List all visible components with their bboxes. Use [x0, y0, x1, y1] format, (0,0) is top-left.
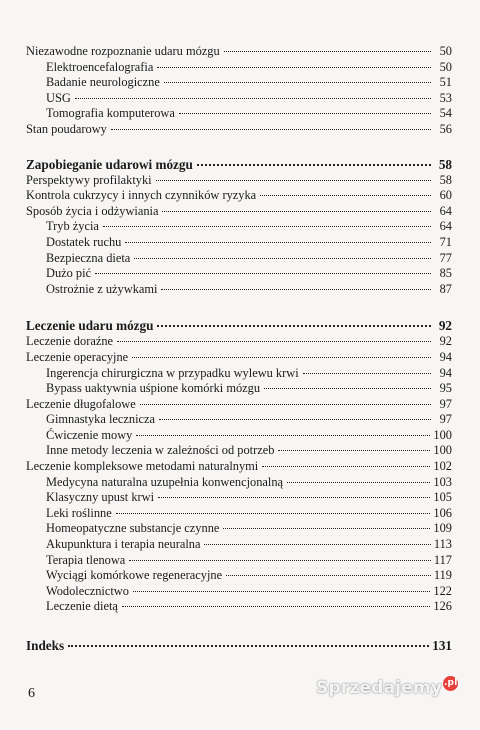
toc-entry-title: Kontrola cukrzycy i innych czynników ryzyka — [26, 188, 257, 203]
toc-entry — [26, 397, 452, 413]
toc-entry — [26, 350, 452, 366]
toc-entry-title: Ostrożnie z używkami — [46, 281, 158, 296]
toc-entry-page: 85 — [439, 266, 452, 281]
dot-leader — [197, 164, 431, 166]
toc-entry-page: 117 — [433, 552, 452, 567]
toc-entry-title: Wyciągi komórkowe regeneracyjne — [46, 568, 223, 583]
toc-entry-page: 50 — [439, 44, 452, 58]
toc-entry-title: Tomografia komputerowa — [46, 106, 175, 121]
dot-leader — [303, 373, 431, 374]
dot-leader — [179, 113, 431, 114]
dot-leader — [157, 325, 431, 327]
watermark-logo: Sprzedajemy .pl — [316, 678, 458, 698]
toc-entry — [26, 599, 452, 615]
toc-entry-page: 97 — [439, 396, 452, 411]
toc-entry-page: 122 — [433, 583, 452, 598]
toc-entry — [26, 106, 452, 122]
toc-entry-title: Homeopatyczne substancje czynne — [46, 521, 220, 536]
toc-entry-page: 71 — [439, 234, 452, 249]
toc-entry — [26, 60, 452, 76]
toc-entry-page: 126 — [433, 599, 452, 614]
dot-leader — [140, 404, 431, 405]
toc-entry — [26, 282, 452, 298]
section-gap — [26, 297, 452, 317]
toc-entry-page: 58 — [438, 156, 452, 172]
toc-entry-title: Dostatek ruchu — [46, 234, 122, 249]
toc-entry-title: Bypass uaktywnia uśpione komórki mózgu — [46, 381, 261, 396]
page-number: 6 — [28, 686, 35, 701]
toc-entry-title: Ćwiczenie mowy — [46, 427, 133, 442]
toc-entry-title: Indeks — [26, 638, 65, 653]
dot-leader — [262, 466, 430, 467]
watermark-badge: .pl — [443, 676, 458, 691]
dot-leader — [117, 341, 431, 342]
toc-entry-title: Leczenie dietą — [46, 599, 118, 614]
toc-entry-page: 56 — [439, 121, 452, 136]
dot-leader — [204, 544, 430, 545]
toc-entry — [26, 490, 452, 506]
toc-entry-title: Badanie neurologiczne — [46, 75, 160, 90]
toc-entry-page: 92 — [438, 318, 452, 334]
toc-entry-title: Leczenie operacyjne — [26, 349, 129, 364]
toc-chapter-entry — [26, 317, 452, 334]
toc-entry-page: 92 — [439, 334, 452, 349]
toc-entry — [26, 537, 452, 553]
toc-entry-page: 95 — [439, 381, 452, 396]
toc-entry-title: Leczenie długofalowe — [26, 396, 136, 411]
dot-leader — [122, 606, 431, 607]
toc-entry-title: Leczenie doraźne — [26, 334, 114, 349]
toc-entry-title: Ingerencja chirurgiczna w przypadku wylewu krwi — [46, 365, 299, 380]
toc-entry — [26, 475, 452, 491]
toc-entry-page: 131 — [432, 638, 452, 653]
toc-entry — [26, 428, 452, 444]
section-gap — [26, 615, 452, 637]
toc-entry-title: Inne metody leczenia w zależności od potrzeb — [46, 443, 275, 458]
toc-entry — [26, 366, 452, 382]
toc-entry-page: 54 — [439, 106, 452, 121]
table-of-contents — [26, 44, 452, 654]
toc-entry-page: 106 — [433, 505, 452, 520]
dot-leader — [111, 129, 431, 130]
toc-entry — [26, 266, 452, 282]
toc-entry — [26, 173, 452, 189]
toc-entry-title: Klasyczny upust krwi — [46, 490, 155, 505]
dot-leader — [223, 528, 430, 529]
toc-entry-title: Bezpieczna dieta — [46, 250, 131, 265]
toc-entry-page: 60 — [439, 188, 452, 203]
toc-entry-title: Leki roślinne — [46, 505, 112, 520]
toc-entry-page: 50 — [439, 59, 452, 74]
dot-leader — [224, 51, 431, 52]
toc-entry — [26, 506, 452, 522]
toc-entry — [26, 459, 452, 475]
toc-entry — [26, 251, 452, 267]
dot-leader — [129, 560, 431, 561]
toc-entry — [26, 443, 452, 459]
toc-entry-page: 103 — [433, 474, 452, 489]
toc-entry-page: 94 — [439, 349, 452, 364]
toc-entry — [26, 568, 452, 584]
toc-entry-title: Akupunktura i terapia neuralna — [46, 537, 201, 552]
toc-entry-title: Gimnastyka lecznicza — [46, 412, 156, 427]
toc-entry — [26, 122, 452, 138]
dot-leader — [278, 450, 430, 451]
dot-leader — [75, 98, 431, 99]
dot-leader — [161, 289, 431, 290]
dot-leader — [159, 419, 431, 420]
toc-entry — [26, 412, 452, 428]
toc-chapter-entry — [26, 637, 452, 654]
toc-entry-page: 64 — [439, 203, 452, 218]
dot-leader — [133, 591, 430, 592]
toc-entry-page: 77 — [439, 250, 452, 265]
toc-chapter-entry — [26, 156, 452, 173]
toc-entry — [26, 381, 452, 397]
dot-leader — [68, 645, 429, 647]
toc-entry-title: Leczenie udaru mózgu — [26, 318, 154, 334]
toc-entry-page: 109 — [433, 521, 452, 536]
section-gap — [26, 138, 452, 156]
dot-leader — [125, 242, 431, 243]
toc-entry — [26, 521, 452, 537]
toc-entry-page: 53 — [439, 90, 452, 105]
toc-entry-page: 58 — [439, 172, 452, 187]
toc-entry-title: Perspektywy profilaktyki — [26, 172, 152, 187]
toc-entry-title: Wodolecznictwo — [46, 583, 129, 598]
toc-entry — [26, 219, 452, 235]
toc-entry-page: 119 — [433, 568, 452, 583]
toc-entry-title: Tryb życia — [46, 219, 99, 234]
dot-leader — [158, 497, 430, 498]
dot-leader — [132, 357, 431, 358]
dot-leader — [164, 82, 431, 83]
dot-leader — [95, 273, 431, 274]
dot-leader — [103, 226, 431, 227]
toc-entry-title: Niezawodne rozpoznanie udaru mózgu — [26, 44, 220, 58]
dot-leader — [134, 258, 431, 259]
toc-entry — [26, 91, 452, 107]
toc-entry-page: 64 — [439, 219, 452, 234]
toc-entry-page: 94 — [439, 365, 452, 380]
toc-entry — [26, 553, 452, 569]
dot-leader — [226, 575, 431, 576]
toc-entry — [26, 584, 452, 600]
toc-entry-page: 87 — [439, 281, 452, 296]
toc-entry-page: 100 — [433, 427, 452, 442]
dot-leader — [156, 180, 431, 181]
toc-entry-title: Stan poudarowy — [26, 121, 107, 136]
toc-entry-title: USG — [46, 90, 71, 105]
dot-leader — [260, 195, 431, 196]
toc-entry — [26, 334, 452, 350]
toc-entry-page: 100 — [433, 443, 452, 458]
dot-leader — [157, 67, 431, 68]
toc-entry — [26, 44, 452, 60]
toc-entry-page: 51 — [439, 75, 452, 90]
toc-entry — [26, 188, 452, 204]
toc-entry — [26, 204, 452, 220]
dot-leader — [264, 388, 431, 389]
toc-entry — [26, 75, 452, 91]
dot-leader — [116, 513, 431, 514]
dot-leader — [136, 435, 430, 436]
toc-entry-page: 102 — [433, 459, 452, 474]
toc-entry-page: 97 — [439, 412, 452, 427]
toc-entry-title: Leczenie kompleksowe metodami naturalnymi — [26, 459, 259, 474]
toc-entry-page: 105 — [433, 490, 452, 505]
dot-leader — [162, 211, 431, 212]
toc-entry-title: Sposób życia i odżywiania — [26, 203, 159, 218]
toc-entry — [26, 235, 452, 251]
toc-entry-title: Elektroencefalografia — [46, 59, 154, 74]
toc-entry-page: 113 — [433, 537, 452, 552]
toc-entry-title: Medycyna naturalna uzupełnia konwencjonalną — [46, 474, 284, 489]
toc-entry-title: Dużo pić — [46, 266, 92, 281]
toc-entry-title: Zapobieganie udarowi mózgu — [26, 156, 193, 172]
dot-leader — [287, 482, 430, 483]
toc-entry-title: Terapia tlenowa — [46, 552, 126, 567]
